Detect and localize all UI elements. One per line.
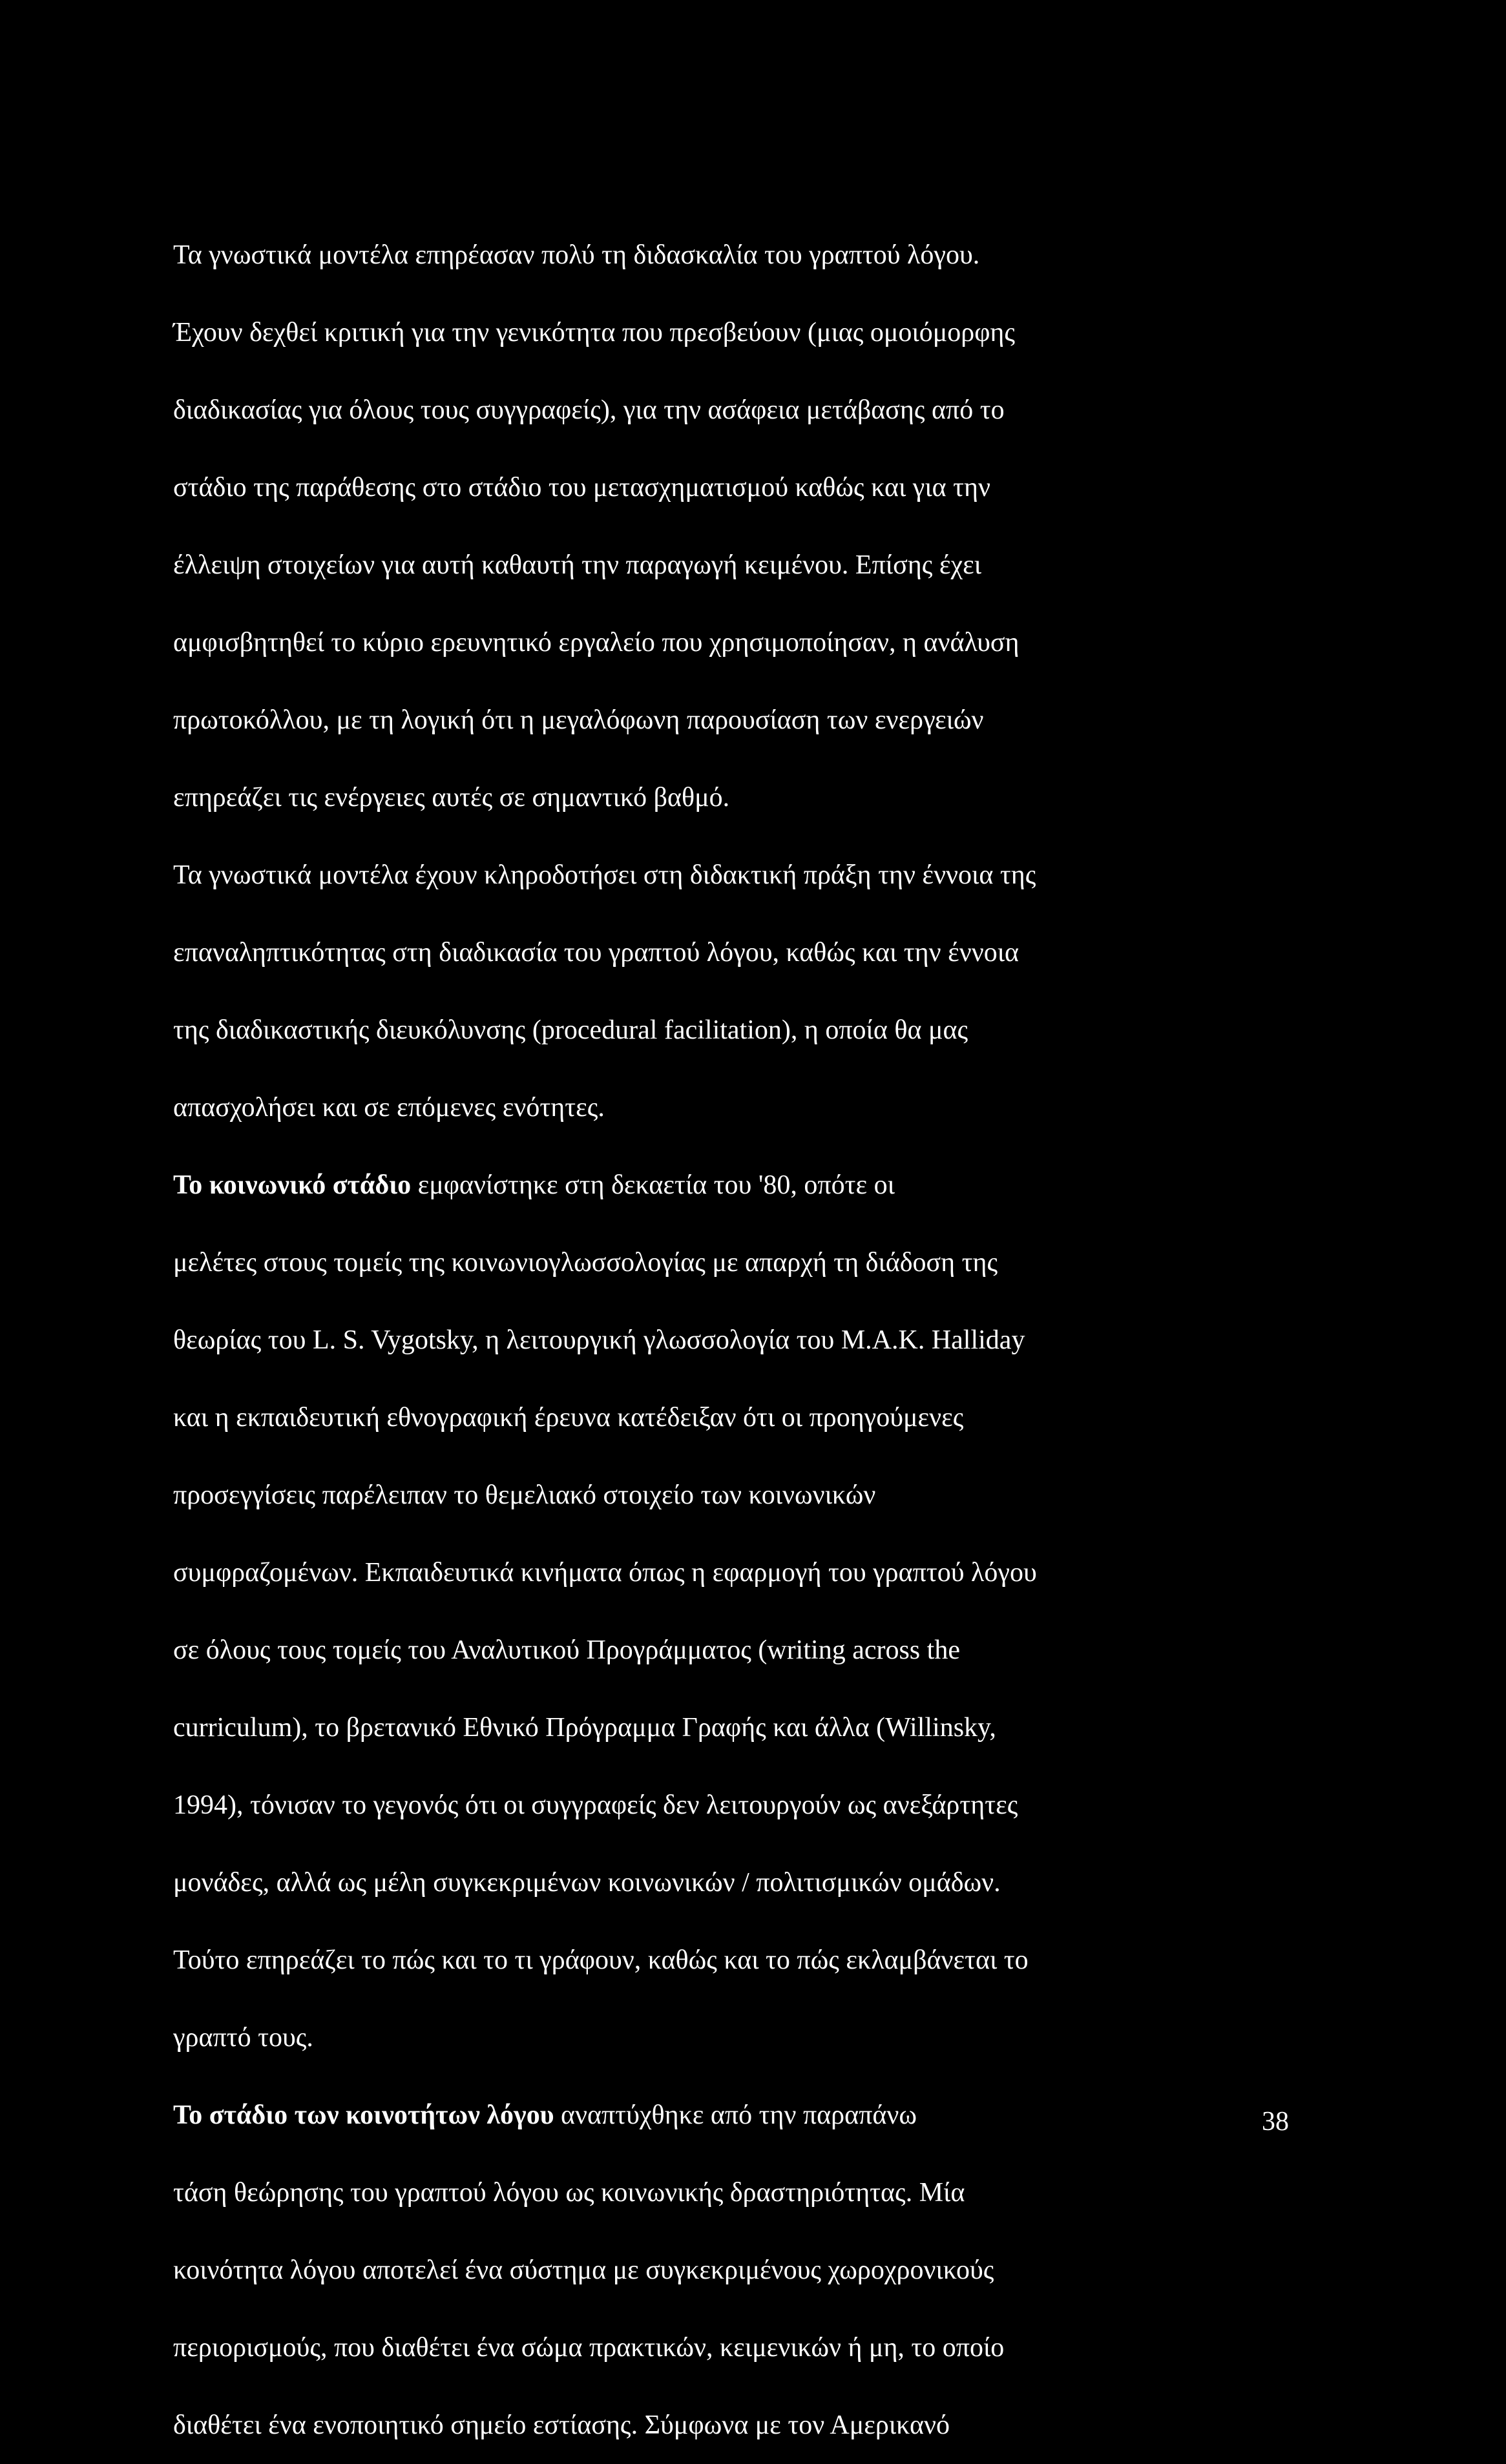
text-line: μονάδες, αλλά ως μέλη συγκεκριμένων κοινωνικών / πολιτισμικών ομάδων. [173, 1868, 1001, 1898]
text-line: έλλειψη στοιχείων για αυτή καθαυτή την παραγωγή κειμένου. Επίσης έχει [173, 550, 982, 580]
text-line: σε όλους τους τομείς του Αναλυτικού Προγράμματος (writing across the [173, 1635, 960, 1665]
text-line: Τα γνωστικά μοντέλα έχουν κληροδοτήσει στη διδακτική πράξη την έννοια της [173, 860, 1036, 890]
text-line: Τούτο επηρεάζει το πώς και το τι γράφουν, καθώς και το πώς εκλαμβάνεται το [173, 1945, 1029, 1975]
text-line: τάση θεώρησης του γραπτού λόγου ως κοινωνικής δραστηριότητας. Μία [173, 2178, 965, 2208]
text-line: επηρεάζει τις ενέργειες αυτές σε σημαντικό βαθμό. [173, 783, 730, 813]
text-line-remainder: αναπτύχθηκε από την παραπάνω [554, 2100, 917, 2130]
text-line: Τα γνωστικά μοντέλα επηρέασαν πολύ τη διδασκαλία του γραπτού λόγου. [173, 240, 980, 270]
text-line: πρωτοκόλλου, με τη λογική ότι η μεγαλόφωνη παρουσίαση των ενεργειών [173, 705, 984, 735]
text-line: γραπτό τους. [173, 2023, 313, 2053]
text-line: 1994), τόνισαν το γεγονός ότι οι συγγραφείς δεν λειτουργούν ως ανεξάρτητες [173, 1790, 1018, 1820]
text-line: διαδικασίας για όλους τους συγγραφείς), για την ασάφεια μετάβασης από το [173, 395, 1005, 425]
text-line: διαθέτει ένα ενοποιητικό σημείο εστίασης. Σύμφωνα με τον Αμερικανό [173, 2410, 950, 2440]
text-line: της διαδικαστικής διευκόλυνσης (procedural facilitation), η οποία θα μας [173, 1015, 968, 1045]
text-line: κοινότητα λόγου αποτελεί ένα σύστημα με συγκεκριμένους χωροχρονικούς [173, 2255, 994, 2285]
text-line: επαναληπτικότητας στη διαδικασία του γραπτού λόγου, καθώς και την έννοια [173, 938, 1020, 968]
text-line: περιορισμούς, που διαθέτει ένα σώμα πρακτικών, κειμενικών ή μη, το οποίο [173, 2333, 1005, 2363]
text-line: απασχολήσει και σε επόμενες ενότητες. [173, 1093, 605, 1123]
body-text [173, 216, 1289, 2464]
text-line [173, 1146, 1289, 1224]
text-line: curriculum), το βρετανικό Εθνικό Πρόγραμμα Γραφής και άλλα (Willinsky, [173, 1713, 996, 1743]
page-number: 38 [1262, 2107, 1289, 2137]
text-line [173, 2076, 1289, 2154]
text-line: αμφισβητηθεί το κύριο ερευνητικό εργαλείο που χρησιμοποίησαν, η ανάλυση [173, 628, 1020, 657]
text-line: και η εκπαιδευτική εθνογραφική έρευνα κατέδειξαν ότι οι προηγούμενες [173, 1403, 964, 1433]
section-heading-social-stage: Το κοινωνικό στάδιο [173, 1170, 412, 1200]
text-line-remainder: εμφανίστηκε στη δεκαετία του '80, οπότε οι [411, 1170, 895, 1200]
text-line: θεωρίας του L. S. Vygotsky, η λειτουργική γλωσσολογία του M.A.K. Halliday [173, 1325, 1025, 1355]
text-line: Έχουν δεχθεί κριτική για την γενικότητα που πρεσβεύουν (μιας ομοιόμορφης [173, 318, 1016, 347]
section-heading-discourse-communities: Το στάδιο των κοινοτήτων λόγου [173, 2100, 554, 2130]
text-line: στάδιο της παράθεσης στο στάδιο του μετασχηματισμού καθώς και για την [173, 473, 990, 502]
text-line: συμφραζομένων. Εκπαιδευτικά κινήματα όπως η εφαρμογή του γραπτού λόγου [173, 1558, 1037, 1588]
text-line: προσεγγίσεις παρέλειπαν το θεμελιακό στοιχείο των κοινωνικών [173, 1480, 876, 1510]
text-line: μελέτες στους τομείς της κοινωνιογλωσσολογίας με απαρχή τη διάδοση της [173, 1248, 998, 1278]
